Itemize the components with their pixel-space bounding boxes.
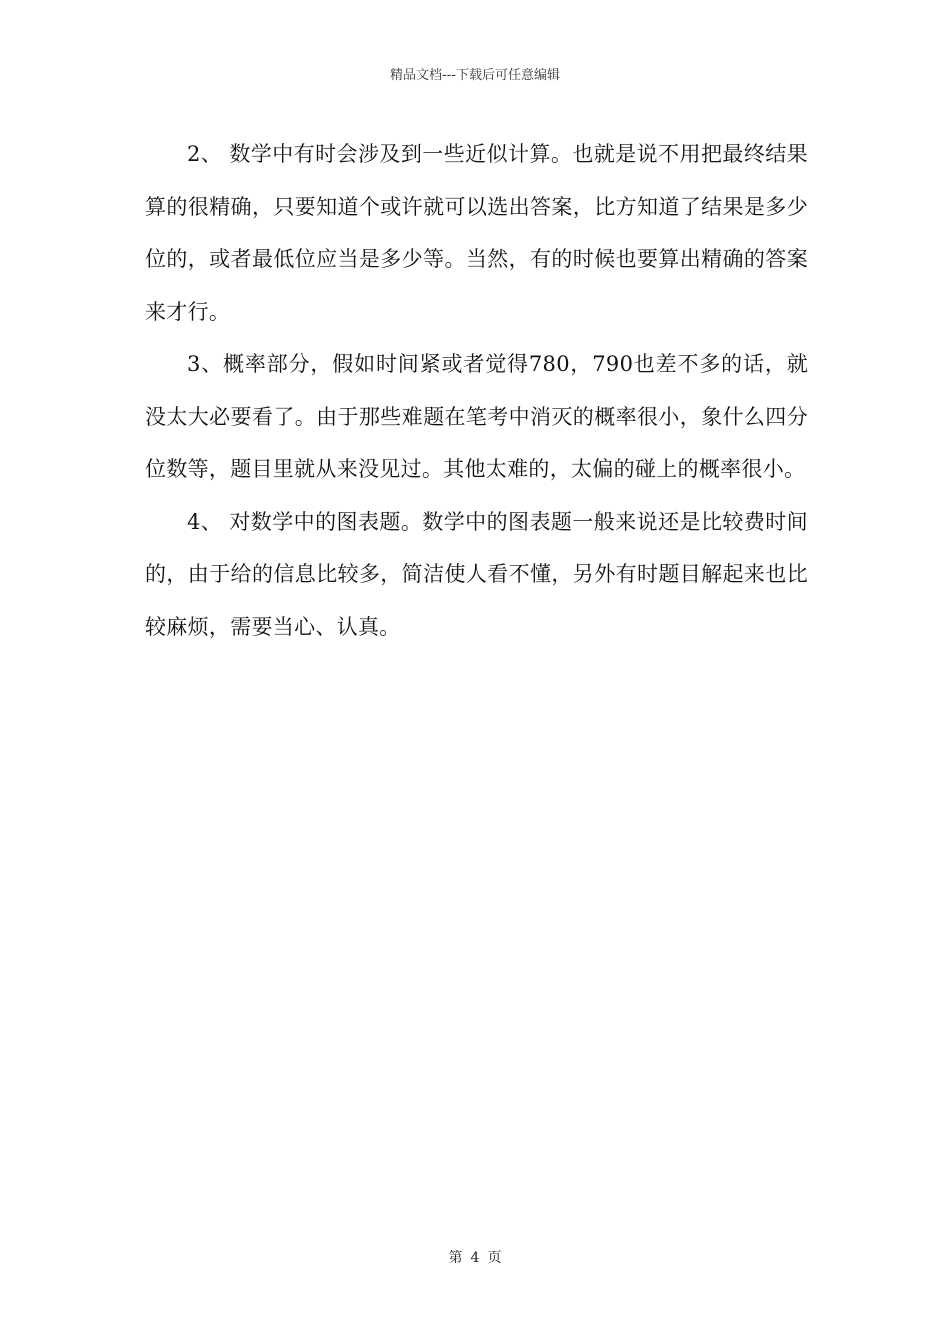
paragraph-4: 4、 对数学中的图表题。数学中的图表题一般来说还是比较费时间的，由于给的信息比较多，简洁使人看不懂，另外有时题目解起来也比较麻烦，需要当心、认真。 [145, 509, 808, 639]
document-body [145, 128, 808, 653]
page-footer [0, 1247, 950, 1267]
paragraph-2: 2、 数学中有时会涉及到一些近似计算。也就是说不用把最终结果算的很精确，只要知道个或许就可以选出答案，比方知道了结果是多少位的，或者最低位应当是多少等。当然，有的时候也要算出精确的答案来才行。 [145, 142, 808, 324]
page-footer-prefix: 第 [448, 1250, 463, 1266]
page-footer-suffix: 页 [487, 1250, 502, 1266]
page-number: 4 [470, 1250, 480, 1266]
page-header: 精品文档---下载后可任意编辑 [389, 68, 561, 83]
paragraph-3: 3、概率部分，假如时间紧或者觉得780，790也差不多的话，就没太大必要看了。由于那些难题在笔考中消灭的概率很小，象什么四分位数等，题目里就从来没见过。其他太难的，太偏的碰上的概率很小。 [145, 352, 808, 481]
